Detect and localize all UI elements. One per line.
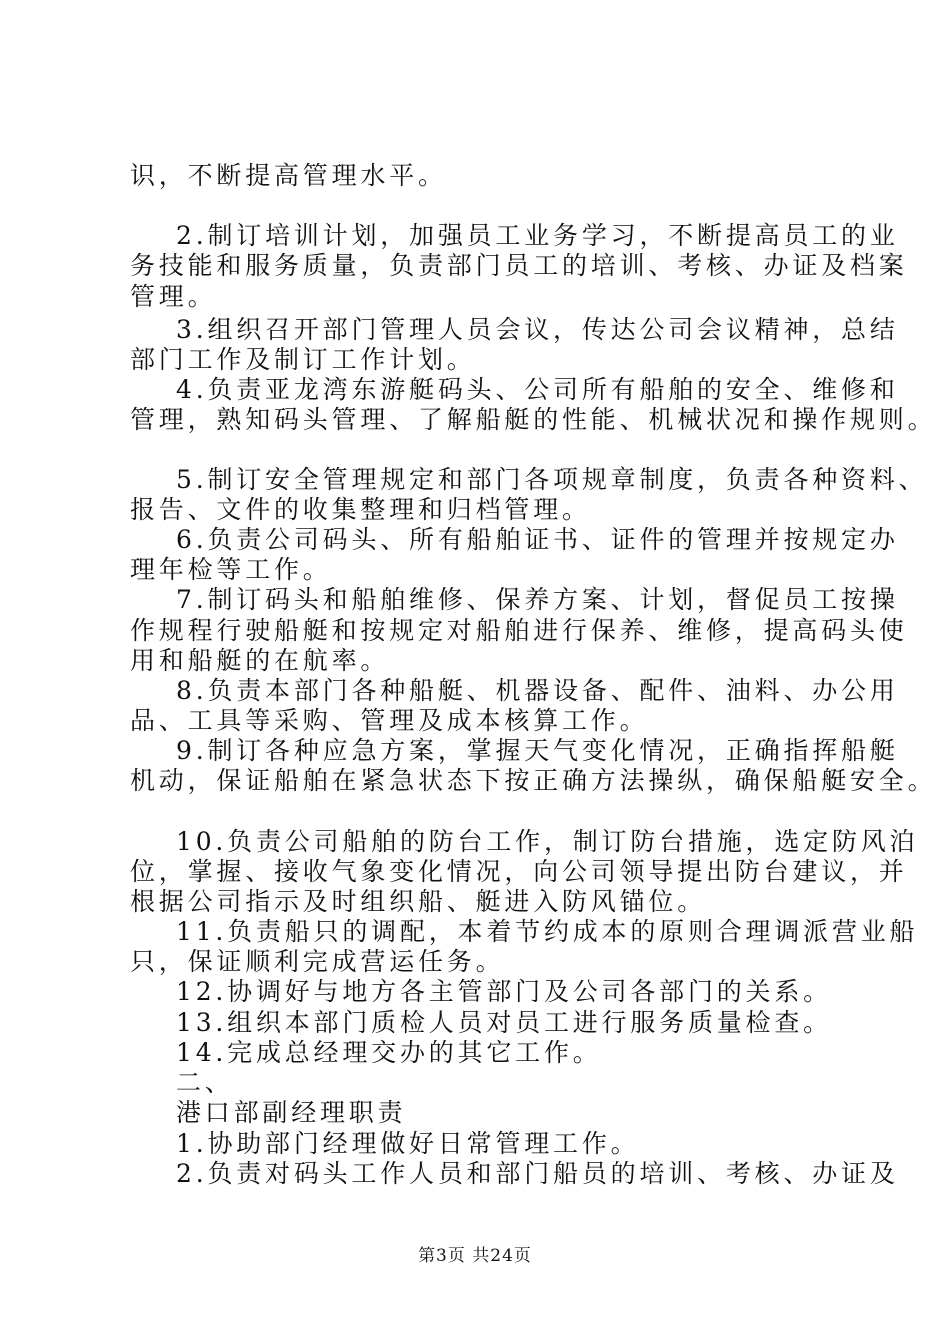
text-line: 12.协调好与地方各主管部门及公司各部门的关系。 [176, 977, 832, 1006]
text-line: 管理，熟知码头管理、了解船艇的性能、机械状况和操作规则。 [130, 405, 937, 434]
text-line: 9.制订各种应急方案，掌握天气变化情况，正确指挥船艇 [176, 736, 899, 765]
text-line: 只，保证顺利完成营运任务。 [130, 947, 505, 976]
text-line: 13.组织本部门质检人员对员工进行服务质量检查。 [176, 1008, 832, 1037]
page-footer: 第3页 共24页 [418, 1246, 532, 1266]
text-line: 理年检等工作。 [130, 555, 332, 584]
text-line: 报告、文件的收集整理和归档管理。 [130, 495, 591, 524]
text-line: 品、工具等采购、管理及成本核算工作。 [130, 706, 649, 735]
text-line: 3.组织召开部门管理人员会议，传达公司会议精神，总结 [176, 315, 899, 344]
text-line: 1.协助部门经理做好日常管理工作。 [176, 1129, 640, 1158]
text-line: 二、 [176, 1068, 234, 1097]
text-line: 位，掌握、接收气象变化情况，向公司领导提出防台建议，并 [130, 857, 908, 886]
text-line: 14.完成总经理交办的其它工作。 [176, 1038, 602, 1067]
text-line: 2.负责对码头工作人员和部门船员的培训、考核、办证及 [176, 1159, 899, 1188]
text-line: 7.制订码头和船舶维修、保养方案、计划，督促员工按操 [176, 585, 899, 614]
text-line: 识，不断提高管理水平。 [130, 161, 447, 190]
text-line: 10.负责公司船舶的防台工作，制订防台措施，选定防风泊 [176, 827, 919, 856]
text-line: 2.制订培训计划，加强员工业务学习，不断提高员工的业 [176, 221, 899, 250]
text-line: 管理。 [130, 282, 217, 311]
text-line: 4.负责亚龙湾东游艇码头、公司所有船舶的安全、维修和 [176, 375, 899, 404]
text-line: 8.负责本部门各种船艇、机器设备、配件、油料、办公用 [176, 676, 899, 705]
text-line: 港口部副经理职责 [176, 1098, 407, 1127]
text-line: 务技能和服务质量，负责部门员工的培训、考核、办证及档案 [130, 251, 908, 280]
text-line: 根据公司指示及时组织船、艇进入防风锚位。 [130, 887, 707, 916]
text-line: 作规程行驶船艇和按规定对船舶进行保养、维修，提高码头使 [130, 616, 908, 645]
text-line: 6.负责公司码头、所有船舶证书、证件的管理并按规定办 [176, 525, 899, 554]
text-line: 部门工作及制订工作计划。 [130, 345, 476, 374]
text-line: 机动，保证船舶在紧急状态下按正确方法操纵，确保船艇安全。 [130, 766, 937, 795]
text-line: 11.负责船只的调配，本着节约成本的原则合理调派营业船 [176, 917, 919, 946]
text-line: 5.制订安全管理规定和部门各项规章制度，负责各种资料、 [176, 465, 928, 494]
text-line: 用和船艇的在航率。 [130, 646, 390, 675]
